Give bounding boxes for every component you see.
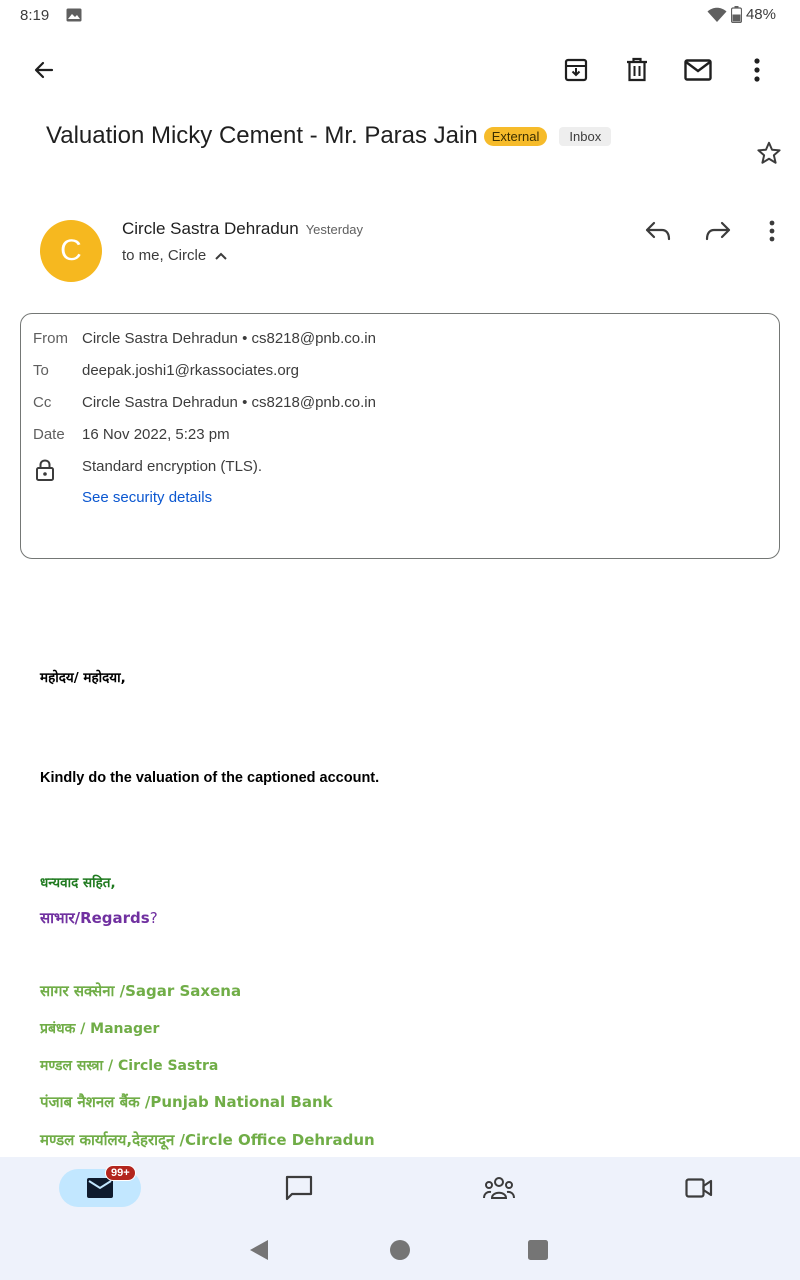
- to-value[interactable]: deepak.joshi1@rkassociates.org: [82, 362, 300, 379]
- more-options-button[interactable]: [739, 52, 775, 88]
- message-more-button[interactable]: [755, 214, 789, 248]
- sender-avatar[interactable]: C: [40, 220, 102, 282]
- reply-icon: [645, 221, 671, 241]
- archive-icon: [563, 57, 589, 83]
- system-back-button[interactable]: [247, 1238, 271, 1262]
- recipients-toggle[interactable]: [122, 247, 228, 264]
- status-time: 8:19: [20, 7, 50, 24]
- body-thanks: धन्यवाद सहित,: [40, 875, 116, 891]
- chat-icon: [285, 1175, 313, 1201]
- nav-chat[interactable]: [258, 1169, 340, 1207]
- date-key: Date: [33, 426, 65, 443]
- nav-home-icon: [389, 1239, 411, 1261]
- chevron-up-icon: [214, 251, 228, 261]
- more-vert-icon: [754, 58, 760, 82]
- from-key: From: [33, 330, 68, 347]
- signature-title: प्रबंधक / Manager: [40, 1021, 160, 1037]
- nav-spaces[interactable]: [458, 1169, 540, 1207]
- wifi-icon: [707, 7, 727, 23]
- cc-value[interactable]: Circle Sastra Dehradun • cs8218@pnb.co.in: [82, 394, 376, 411]
- details-cc-row: [33, 394, 376, 411]
- external-label: External: [484, 127, 548, 146]
- details-from-row: [33, 330, 376, 347]
- message-details-card: [20, 313, 780, 559]
- mail-badge: 99+: [105, 1165, 136, 1181]
- delete-button[interactable]: [619, 52, 655, 88]
- body-greeting: महोदय/ महोदया,: [40, 670, 126, 686]
- system-recents-button[interactable]: [526, 1238, 550, 1262]
- to-key: To: [33, 362, 49, 379]
- sender-line: [122, 219, 363, 239]
- reply-button[interactable]: [641, 214, 675, 248]
- photo-icon: [66, 8, 82, 22]
- nav-back-icon: [248, 1238, 270, 1262]
- forward-button[interactable]: [701, 214, 735, 248]
- body-request: Kindly do the valuation of the captioned account.: [40, 770, 380, 786]
- signature-name: सागर सक्सेना /Sagar Saxena: [40, 982, 242, 1000]
- back-button[interactable]: [26, 52, 62, 88]
- battery-icon: [731, 6, 742, 23]
- regards-suffix: ?: [149, 909, 158, 927]
- status-bar: [0, 0, 800, 32]
- mail-icon: [87, 1178, 113, 1198]
- signature-department: मण्डल सस्त्रा / Circle Sastra: [40, 1058, 219, 1074]
- from-value[interactable]: Circle Sastra Dehradun • cs8218@pnb.co.in: [82, 330, 376, 347]
- email-subject: Valuation Micky Cement - Mr. Paras Jain: [46, 122, 478, 149]
- signature-office: मण्डल कार्यालय,देहरादून /Circle Office Dehradun: [40, 1131, 375, 1149]
- forward-icon: [705, 221, 731, 241]
- archive-button[interactable]: [558, 52, 594, 88]
- details-to-row: [33, 362, 299, 379]
- see-security-details-link[interactable]: See security details: [82, 489, 213, 506]
- signature-bank: पंजाब नैशनल बैंक /Punjab National Bank: [40, 1093, 333, 1111]
- more-vert-icon: [769, 220, 775, 242]
- star-button[interactable]: [752, 136, 786, 170]
- mark-unread-button[interactable]: [680, 52, 716, 88]
- details-date-row: [33, 426, 230, 443]
- nav-recents-icon: [527, 1239, 549, 1261]
- back-arrow-icon: [32, 58, 56, 82]
- meet-icon: [685, 1178, 713, 1198]
- inbox-label[interactable]: Inbox: [559, 127, 611, 146]
- nav-mail[interactable]: [59, 1169, 141, 1207]
- star-icon: [756, 140, 782, 166]
- delete-icon: [625, 57, 649, 83]
- system-home-button[interactable]: [388, 1238, 412, 1262]
- top-toolbar: [0, 40, 800, 100]
- sender-name: Circle Sastra Dehradun: [122, 219, 299, 238]
- encryption-text: Standard encryption (TLS).: [82, 458, 263, 475]
- date-value: 16 Nov 2022, 5:23 pm: [82, 426, 230, 443]
- body-regards: [40, 908, 158, 928]
- recipients-summary: to me, Circle: [122, 247, 207, 264]
- spaces-icon: [483, 1176, 515, 1200]
- cc-key: Cc: [33, 394, 52, 411]
- lock-icon: [35, 459, 55, 481]
- sent-time: Yesterday: [305, 222, 364, 237]
- mark-unread-icon: [684, 59, 712, 81]
- regards-text: साभार/Regards: [40, 909, 150, 927]
- subject-row: [46, 122, 766, 150]
- nav-meet[interactable]: [658, 1169, 740, 1207]
- status-right: [707, 6, 776, 23]
- battery-percent: 48%: [745, 6, 776, 23]
